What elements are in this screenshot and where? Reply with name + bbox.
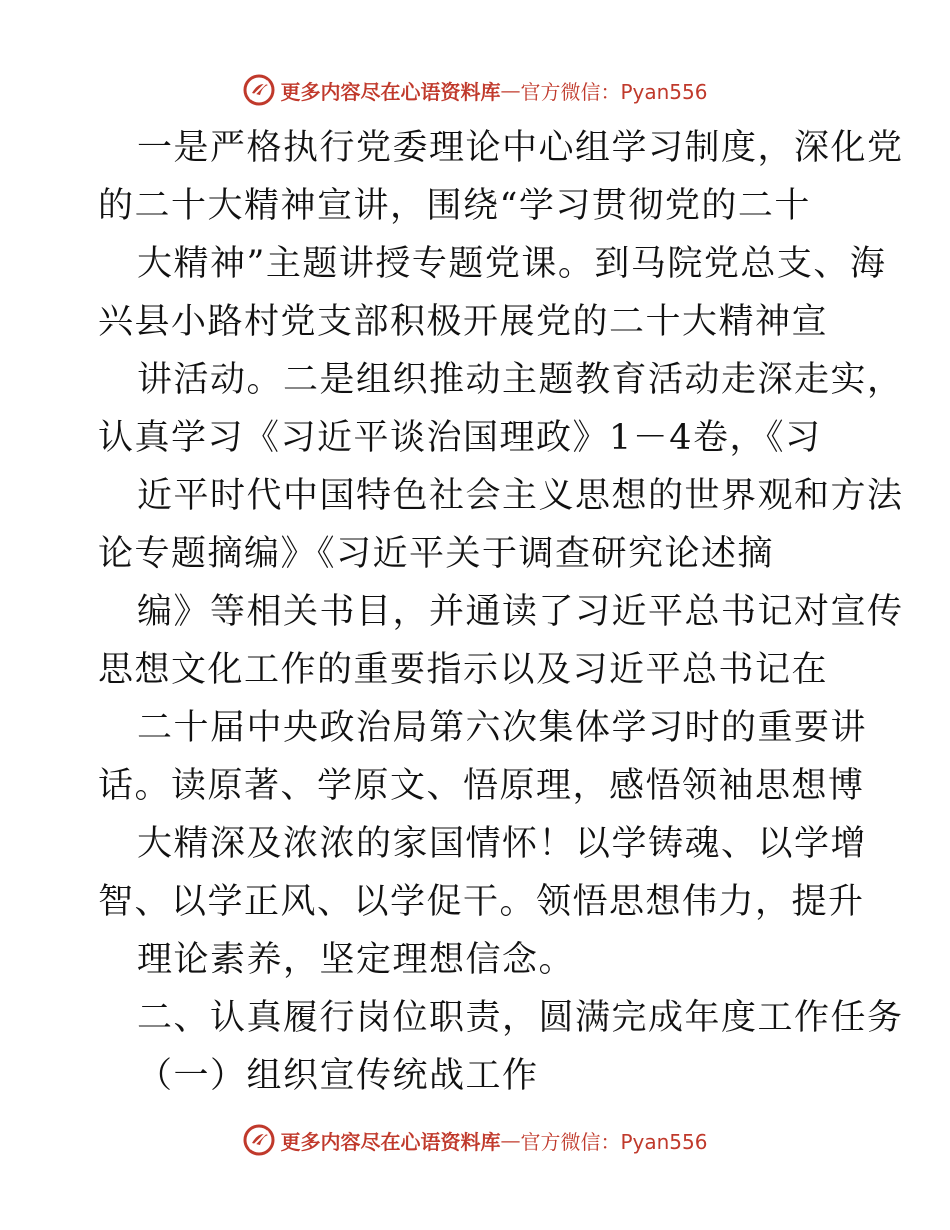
body-line: 大精神”主题讲授专题党课。到马院党总支、海 — [137, 244, 887, 284]
banner-contact: 官方微信：Pyan556 — [520, 1129, 708, 1154]
body-line: 思想文化工作的重要指示以及习近平总书记在 — [98, 650, 829, 690]
banner-brand: 更多内容尽在心语资料库 — [280, 79, 501, 104]
body-line: 智、以学正风、以学促干。领悟思想伟力，提升 — [98, 882, 865, 922]
body-line: 二十届中央政治局第六次集体学习时的重要讲 — [137, 708, 868, 748]
body-line: 的二十大精神宣讲，围绕“学习贯彻党的二十 — [98, 186, 811, 226]
body-line: 话。读原著、学原文、悟原理，感悟领袖思想博 — [98, 766, 865, 806]
body-line: 一是严格执行党委理论中心组学习制度，深化党 — [137, 128, 904, 168]
banner-brand: 更多内容尽在心语资料库 — [280, 1129, 501, 1154]
body-line: 讲活动。二是组织推动主题教育活动走深走实， — [137, 360, 904, 400]
banner-contact: 官方微信：Pyan556 — [520, 79, 708, 104]
body-line: 兴县小路村党支部积极开展党的二十大精神宣 — [98, 302, 829, 342]
footer-banner — [0, 1123, 950, 1157]
body-line: 理论素养，坚定理想信念。 — [137, 940, 576, 980]
banner-separator: — — [500, 1128, 521, 1152]
body-line: 认真学习《习近平谈治国理政》1－4卷，《习 — [98, 418, 822, 458]
banner-separator: — — [500, 78, 521, 102]
section-heading: 二、认真履行岗位职责，圆满完成年度工作任务 — [137, 998, 904, 1038]
body-line: 编》等相关书目，并通读了习近平总书记对宣传 — [137, 592, 904, 632]
header-banner — [0, 73, 950, 107]
subsection-heading: （一）组织宣传统战工作 — [137, 1056, 539, 1096]
body-line: 论专题摘编》《习近平关于调查研究论述摘 — [98, 534, 775, 574]
body-line: 近平时代中国特色社会主义思想的世界观和方法 — [137, 476, 904, 516]
logo-icon — [242, 1123, 276, 1157]
body-line: 大精深及浓浓的家国情怀！以学铸魂、以学增 — [137, 824, 868, 864]
logo-icon — [242, 73, 276, 107]
